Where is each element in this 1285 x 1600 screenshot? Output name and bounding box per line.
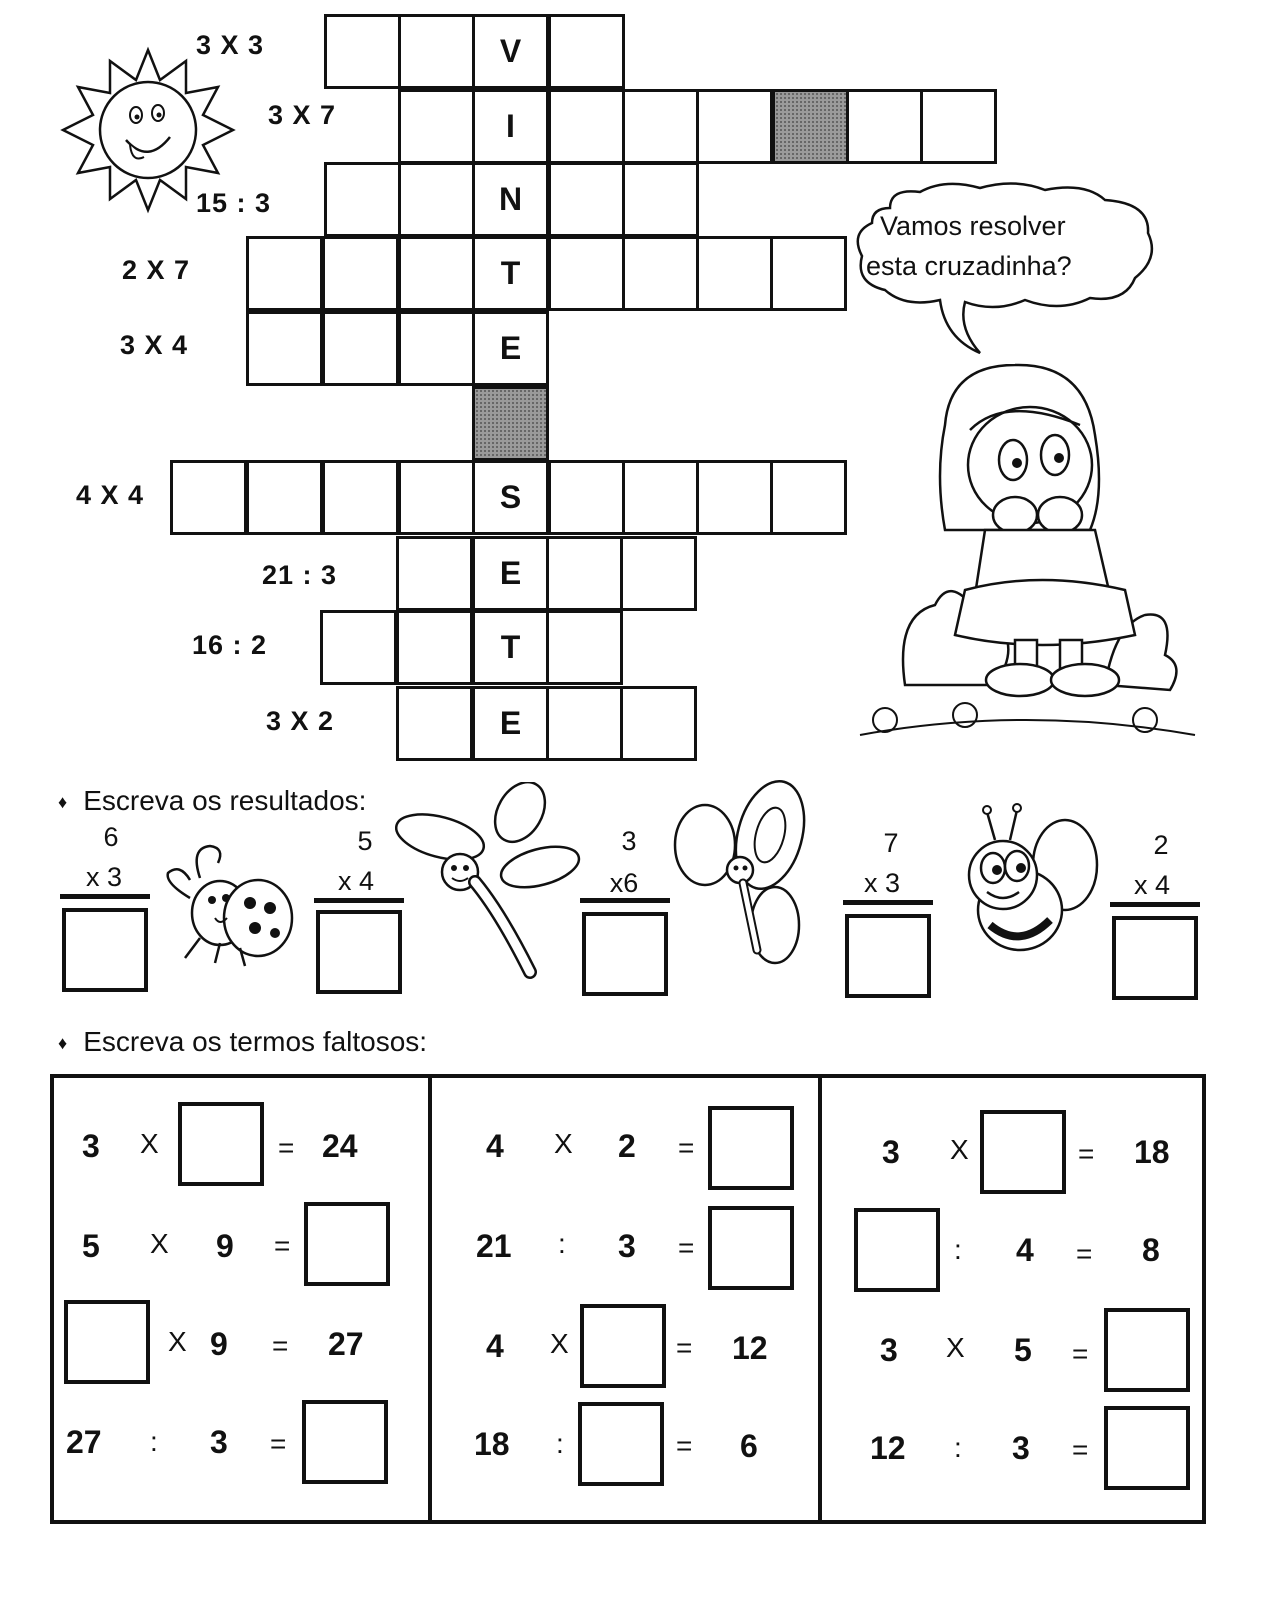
girl-icon (855, 355, 1200, 755)
clue-row-2: 3 X 7 (268, 100, 337, 130)
crossword-cell[interactable] (396, 610, 473, 685)
crossword-cell[interactable] (322, 236, 399, 311)
c2r1-b: 2 (618, 1128, 636, 1164)
crossword-cell[interactable] (398, 14, 475, 89)
crossword-cell[interactable] (622, 460, 699, 535)
c3r3-eq: = (1072, 1338, 1089, 1369)
c2r3-op: X (550, 1328, 569, 1359)
speech-bubble-line-2: esta cruzadinha? (866, 251, 1072, 281)
crossword-cell[interactable] (622, 162, 699, 237)
c3r2-op: : (954, 1234, 962, 1265)
crossword-cell[interactable] (548, 162, 625, 237)
crossword-cell[interactable] (620, 536, 697, 611)
crossword-letter-cell: E (472, 686, 549, 761)
c2r2-eq: = (678, 1232, 695, 1263)
sun-icon (58, 45, 238, 215)
crossword-letter-cell: T (472, 236, 549, 311)
crossword-cell[interactable] (246, 236, 323, 311)
crossword-cell[interactable] (622, 89, 699, 164)
c2r4-op: : (556, 1428, 564, 1459)
section-2-heading (58, 1026, 427, 1058)
dragonfly-icon (390, 782, 585, 982)
crossword-cell[interactable] (322, 460, 399, 535)
problem-5-rule (1110, 902, 1200, 907)
problem-1-answer-box[interactable] (62, 908, 148, 992)
bullet-icon: ♦ (58, 792, 68, 813)
crossword-letter-cell: I (472, 89, 549, 164)
c2r4-eq: = (676, 1430, 693, 1461)
crossword-blank-cell (472, 386, 549, 461)
c1r2-a: 5 (82, 1228, 100, 1264)
c3r3-b: 5 (1014, 1332, 1032, 1368)
section-1-heading (58, 785, 366, 817)
c2r2-op: : (558, 1228, 566, 1259)
c1r1-a: 3 (82, 1128, 100, 1164)
c2r3-c: 12 (732, 1330, 768, 1366)
clue-row-8: 16 : 2 (192, 630, 268, 660)
crossword-letter-cell: E (472, 311, 549, 386)
clue-row-5: 3 X 4 (120, 330, 189, 360)
c1r3-b: 9 (210, 1326, 228, 1362)
c3r2-eq: = (1076, 1238, 1093, 1269)
crossword-cell[interactable] (398, 89, 475, 164)
c2r1-answer-box[interactable] (708, 1106, 794, 1190)
problem-3-answer-box[interactable] (582, 912, 668, 996)
c1r1-c: 24 (322, 1128, 358, 1164)
column-divider (428, 1078, 432, 1520)
crossword-cell[interactable] (324, 162, 401, 237)
c2r4-c: 6 (740, 1428, 758, 1464)
butterfly-icon (665, 775, 825, 975)
crossword-cell[interactable] (546, 610, 623, 685)
crossword-cell[interactable] (770, 460, 847, 535)
crossword-cell[interactable] (170, 460, 247, 535)
c3r4-a: 12 (870, 1430, 906, 1466)
crossword-cell[interactable] (548, 14, 625, 89)
c3r1-c: 18 (1134, 1134, 1170, 1170)
clue-row-4: 2 X 7 (122, 255, 191, 285)
c1r2-b: 9 (216, 1228, 234, 1264)
c3r2-c: 8 (1142, 1232, 1160, 1268)
c2r1-op: X (554, 1128, 573, 1159)
crossword-cell[interactable] (398, 236, 475, 311)
c2r3-eq: = (676, 1332, 693, 1363)
c3r3-a: 3 (880, 1332, 898, 1368)
problem-3-bottom: x6 (609, 868, 639, 898)
problem-5-answer-box[interactable] (1112, 916, 1198, 1000)
problem-5-top: 2 (1153, 830, 1169, 860)
problem-3-top: 3 (621, 826, 637, 856)
crossword-cell[interactable] (320, 610, 397, 685)
c2r1-eq: = (678, 1132, 695, 1163)
crossword-cell[interactable] (246, 460, 323, 535)
c3r4-answer-box[interactable] (1104, 1406, 1190, 1490)
c1r4-b: 3 (210, 1424, 228, 1460)
problem-2-bottom: x 4 (337, 866, 375, 896)
section-2-heading-text: Escreva os termos faltosos: (83, 1026, 428, 1057)
crossword-cell[interactable] (696, 89, 773, 164)
crossword-cell[interactable] (398, 460, 475, 535)
clue-row-7: 21 : 3 (262, 560, 338, 590)
c3r2-b: 4 (1016, 1232, 1034, 1268)
problem-4-top: 7 (883, 828, 899, 858)
crossword-cell[interactable] (920, 89, 997, 164)
crossword-cell[interactable] (324, 14, 401, 89)
crossword-letter-cell: V (472, 14, 549, 89)
c2r4-a: 18 (474, 1426, 510, 1462)
crossword-letter-cell: S (472, 460, 549, 535)
crossword-cell[interactable] (396, 686, 473, 761)
c3r1-op: X (950, 1134, 969, 1165)
clue-row-9: 3 X 2 (266, 706, 335, 736)
bullet-icon: ♦ (58, 1033, 68, 1054)
c3r4-op: : (954, 1432, 962, 1463)
c3r4-eq: = (1072, 1434, 1089, 1465)
c2r1-a: 4 (486, 1128, 504, 1164)
crossword-cell[interactable] (398, 162, 475, 237)
crossword-cell[interactable] (696, 236, 773, 311)
c1r1-answer-box[interactable] (178, 1102, 264, 1186)
c1r4-op: : (150, 1426, 158, 1457)
crossword-cell[interactable] (696, 460, 773, 535)
c1r3-c: 27 (328, 1326, 364, 1362)
problem-4-rule (843, 900, 933, 905)
crossword-cell[interactable] (396, 536, 473, 611)
section-1-heading-text: Escreva os resultados: (83, 785, 367, 816)
problem-4-bottom: x 3 (863, 868, 901, 898)
c1r4-a: 27 (66, 1424, 102, 1460)
problem-1-rule (60, 894, 150, 899)
crossword-letter-cell: T (472, 610, 549, 685)
c3r1-a: 3 (882, 1134, 900, 1170)
c3r4-b: 3 (1012, 1430, 1030, 1466)
c3r1-eq: = (1078, 1138, 1095, 1169)
crossword-cell[interactable] (546, 686, 623, 761)
speech-bubble-line-1: Vamos resolver (880, 211, 1066, 241)
crossword-cell[interactable] (398, 311, 475, 386)
c3r2-answer-box[interactable] (854, 1208, 940, 1292)
clue-row-6: 4 X 4 (76, 480, 145, 510)
crossword-cell[interactable] (546, 536, 623, 611)
crossword-blank-cell (772, 89, 849, 164)
problem-3-rule (580, 898, 670, 903)
crossword-cell[interactable] (622, 236, 699, 311)
crossword-cell[interactable] (770, 236, 847, 311)
crossword-cell[interactable] (620, 686, 697, 761)
c1r3-answer-box[interactable] (64, 1300, 150, 1384)
c2r4-answer-box[interactable] (578, 1402, 664, 1486)
column-divider (818, 1078, 822, 1520)
crossword-cell[interactable] (548, 236, 625, 311)
c3r3-op: X (946, 1332, 965, 1363)
crossword-cell[interactable] (846, 89, 923, 164)
c1r3-op: X (168, 1326, 187, 1357)
c2r2-a: 21 (476, 1228, 512, 1264)
problem-4-answer-box[interactable] (845, 914, 931, 998)
problem-5-bottom: x 4 (1133, 870, 1171, 900)
clue-row-3: 15 : 3 (196, 188, 272, 218)
crossword-letter-cell: E (472, 536, 549, 611)
crossword-cell[interactable] (246, 311, 323, 386)
c1r1-op: X (140, 1128, 159, 1159)
c1r2-answer-box[interactable] (304, 1202, 390, 1286)
bee-icon (955, 800, 1105, 980)
c2r2-b: 3 (618, 1228, 636, 1264)
crossword-letter-cell: N (472, 162, 549, 237)
clue-row-1: 3 X 3 (196, 30, 265, 60)
c2r3-a: 4 (486, 1328, 504, 1364)
c1r4-eq: = (270, 1428, 287, 1459)
c1r3-eq: = (272, 1330, 289, 1361)
problem-1-bottom: x 3 (85, 862, 123, 892)
c1r2-eq: = (274, 1230, 291, 1261)
c2r2-answer-box[interactable] (708, 1206, 794, 1290)
crossword-cell[interactable] (548, 460, 625, 535)
c3r1-answer-box[interactable] (980, 1110, 1066, 1194)
crossword-cell[interactable] (322, 311, 399, 386)
crossword-cell[interactable] (548, 89, 625, 164)
c1r1-eq: = (278, 1132, 295, 1163)
problem-1-top: 6 (103, 822, 119, 852)
ladybug-icon (160, 838, 300, 968)
c3r3-answer-box[interactable] (1104, 1308, 1190, 1392)
c2r3-answer-box[interactable] (580, 1304, 666, 1388)
c1r4-answer-box[interactable] (302, 1400, 388, 1484)
c1r2-op: X (150, 1228, 169, 1259)
problem-2-top: 5 (357, 826, 373, 856)
